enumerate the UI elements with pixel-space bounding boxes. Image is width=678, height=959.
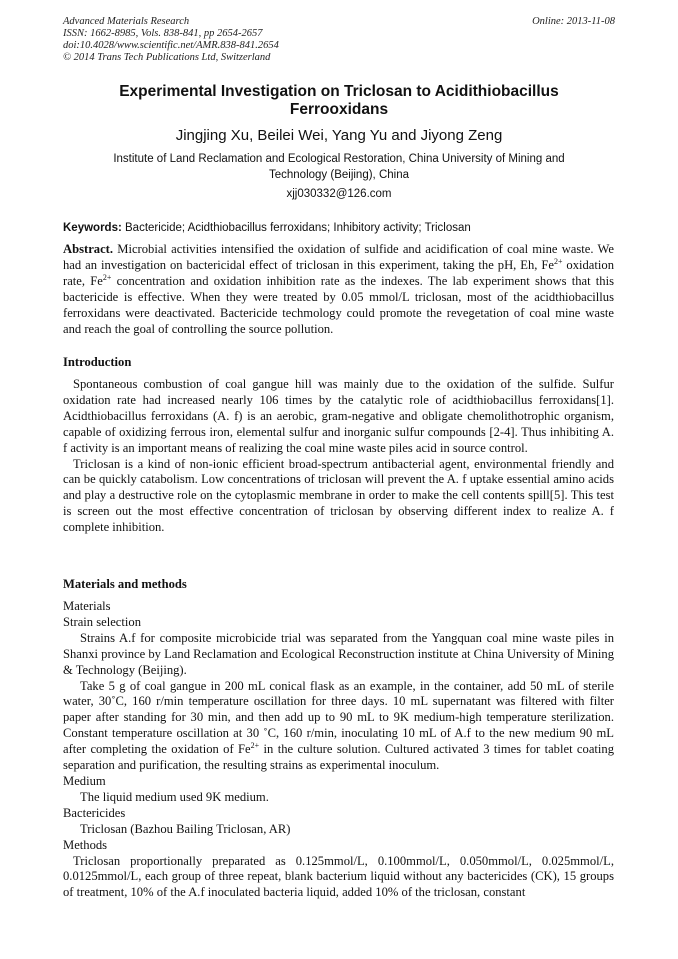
introduction-body — [63, 377, 614, 536]
abstract-sup-1: 2+ — [553, 256, 563, 266]
strain-selection-subheading: Strain selection — [63, 614, 141, 629]
strain-text-2: in the culture solution. Cultured activated 3 times for tablet coating separation and purification, the resulting strains as experimental inoculum. — [63, 742, 615, 773]
author-email: xjj030332@126.com — [286, 188, 392, 200]
journal-header — [63, 16, 279, 64]
medium-subheading: Medium — [63, 773, 106, 788]
introduction-paragraph-2: Triclosan is a kind of non-ionic efficient broad-spectrum antibacterial agent, environmental friendly and can be quickly catabolism. Low concentrations of triclosan will prevent the A. f uptake essential amino acids and play a destructive role on the cytoplasmic membrane in order to make the cell contents spill[5]. This test is screen out the most effective concentration of triclosan by observing different index to realize A. f complete inhibition. — [63, 456, 614, 535]
materials-subheading: Materials — [63, 599, 111, 613]
keywords-label: Keywords: — [63, 222, 122, 234]
bactericides-paragraph: Triclosan (Bazhou Bailing Triclosan, AR) — [80, 821, 291, 836]
introduction-paragraph-1: Spontaneous combustion of coal gangue hill was mainly due to the oxidation of the sulfide. Sulfur oxidation rate had increased nearly 106 times by the catalytic role of acidthiobacillus ferroxidans[1]. Acidthiobacillus ferroxidans (A. f) is an aerobic, gram-negative and obligate chemolithotrophic organism, capable of oxidizing ferrous iron, elemental sulfur and inorganic sulfur compounds [2-4]. Thus inhibiting A. f activity is an important means of realizing the coal mine waste piles acid in source control. — [63, 377, 614, 455]
keywords — [63, 221, 615, 235]
strain-paragraph-2 — [63, 679, 614, 774]
affiliation-line-2: Technology (Beijing), China — [269, 169, 409, 181]
journal-copyright: © 2014 Trans Tech Publications Ltd, Switzerland — [63, 52, 271, 63]
abstract-sup-2: 2+ — [102, 272, 112, 282]
methods-subheading: Methods — [63, 837, 108, 852]
medium-paragraph: The liquid medium used 9K medium. — [80, 789, 269, 804]
methods-body — [63, 599, 614, 901]
strain-sup: 2+ — [250, 741, 260, 751]
title-line-1: Experimental Investigation on Triclosan to Acidithiobacillus — [119, 83, 559, 100]
abstract-text-2: oxidation rate, Fe — [63, 257, 614, 288]
journal-name: Advanced Materials Research — [63, 16, 190, 27]
title-line-2: Ferrooxidans — [289, 101, 389, 118]
online-date: Online: 2013-11-08 — [532, 16, 615, 27]
introduction-heading: Introduction — [63, 355, 132, 369]
methods-heading: Materials and methods — [63, 577, 187, 591]
keywords-text: Bactericide; Acidthiobacillus ferroxidans; Inhibitory activity; Triclosan — [125, 222, 471, 234]
journal-issn: ISSN: 1662-8985, Vols. 838-841, pp 2654-2657 — [63, 28, 263, 39]
abstract-text-3: concentration and oxidation inhibition rate as the indexes. The lab experiment shows that this bactericide is effective. When they were treated by 0.05 mmol/L triclosan, most of the acidthiobacillus ferroxidans were deactivated. Bactericide techmology could promote the revegetation of coal mine waste and reach the goal of controlling the source pollution. — [63, 273, 615, 336]
affiliation — [60, 151, 618, 183]
strain-text-1: Take 5 g of coal gangue in 200 mL conical flask as an example, in the container, add 50 mL of sterile water, 30˚C, 160 r/min temperature oscillation for three days. 10 mL supernatant was filtered with filter paper after standing for 30 min, and then add up to 90 mL to 9K medium-high temperature sterilization. Constant temperature oscillation at 30 ˚C, 160 r/min, inoculating 10 mL of A.f to the new medium 90 mL after completing the oxidation of Fe — [63, 678, 614, 757]
journal-doi: doi:10.4028/www.scientific.net/AMR.838-841.2654 — [63, 40, 279, 51]
bactericides-subheading: Bactericides — [63, 805, 126, 820]
abstract — [63, 242, 614, 337]
abstract-text-1: Microbial activities intensified the oxidation of sulfide and acidification of coal mine waste. We had an investigation on bactericidal effect of triclosan in this experiment, taking the pH, Eh, Fe — [63, 242, 614, 272]
paper-title — [60, 83, 618, 119]
methods-paragraph: Triclosan proportionally preparated as 0.125mmol/L, 0.100mmol/L, 0.050mmol/L, 0.025mmol/L, 0.0125mmol/L, each group of three repeat, blank bacterium liquid without any bactericides (CK), 15 groups of treatment, 10% of the A.f inoculated bacteria liquid, added 10% of the triclosan, constant — [63, 853, 614, 900]
authors: Jingjing Xu, Beilei Wei, Yang Yu and Jiyong Zeng — [175, 127, 503, 144]
strain-paragraph-1: Strains A.f for composite microbicide trial was separated from the Yangquan coal mine waste piles in Shanxi province by Land Reclamation and Ecological Reconstruction institute at China University of Mining & Technology (Beijing). — [63, 630, 614, 677]
abstract-label: Abstract. — [63, 242, 114, 256]
affiliation-line-1: Institute of Land Reclamation and Ecological Restoration, China University of Mining and — [113, 153, 565, 165]
